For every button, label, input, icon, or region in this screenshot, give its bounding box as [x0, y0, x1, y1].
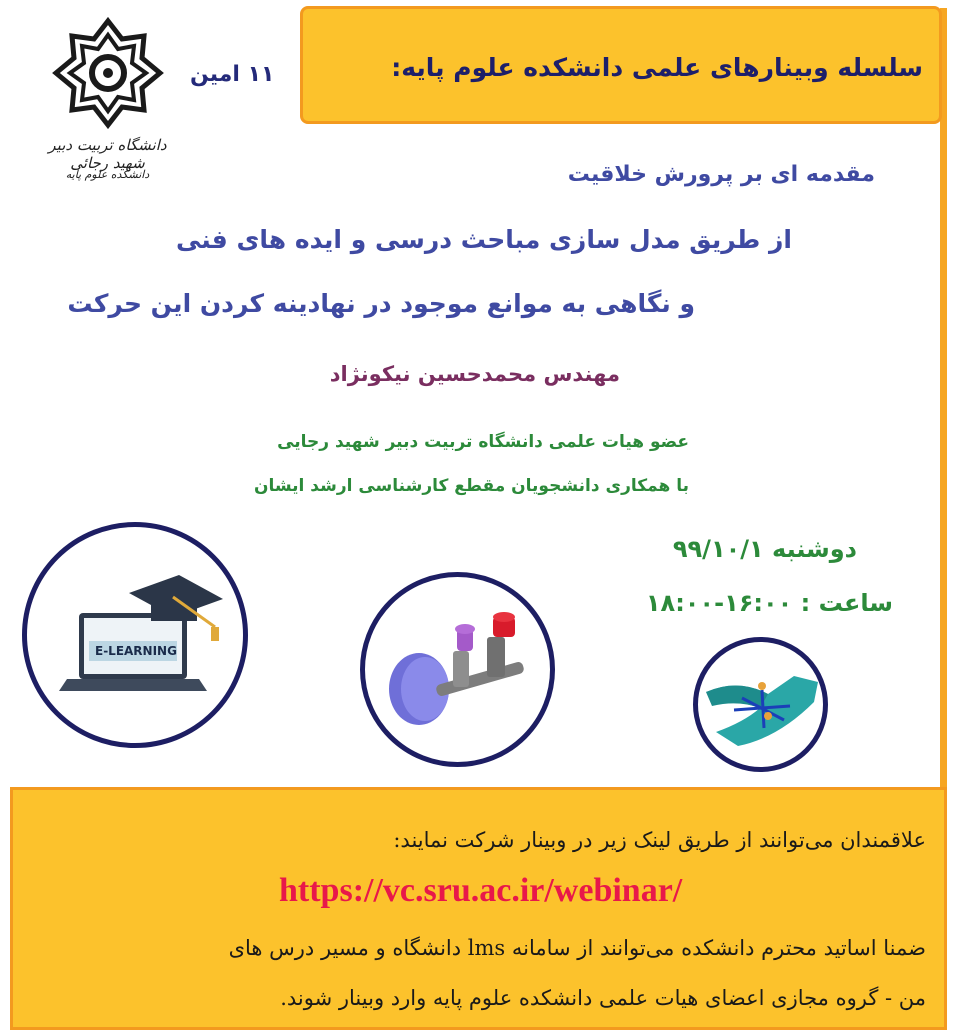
presenter-name: مهندس محمدحسین نیکونژاد — [329, 362, 620, 386]
e-learning-label: E-LEARNING — [95, 644, 177, 658]
mechanism-model-icon — [698, 642, 823, 767]
university-star-logo-icon — [48, 16, 168, 131]
crankshaft-image — [360, 572, 555, 767]
event-date: دوشنبه ۹۹/۱۰/۱ — [672, 535, 857, 563]
collaboration-note: با همکاری دانشجویان مقطع کارشناسی ارشد ایشان — [253, 476, 689, 496]
footer-note-line-2: من - گروه مجازی اعضای هیات علمی دانشکده علوم پایه وارد وبینار شوند. — [280, 986, 926, 1010]
crankshaft-model-icon — [365, 577, 550, 762]
edition-number: ۱۱ امین — [190, 62, 275, 87]
topic-line-1: مقدمه ای بر پرورش خلاقیت — [567, 162, 875, 187]
frame-right-border — [940, 8, 947, 788]
event-time: ساعت : ۱۶:۰۰-۱۸:۰۰ — [645, 589, 893, 617]
footer-intro: علاقمندان می‌توانند از طریق لینک زیر در وبینار شرکت نمایند: — [393, 828, 926, 852]
faculty-name: دانشکده علوم پایه — [65, 168, 150, 181]
e-learning-laptop-icon — [27, 527, 243, 743]
footer-banner — [10, 787, 947, 1030]
university-logo — [40, 16, 175, 196]
header-title: سلسله وبینارهای علمی دانشکده علوم پایه: — [391, 53, 923, 82]
topic-line-2: از طریق مدل سازی مباحث درسی و ایده های فنی — [175, 225, 792, 254]
university-name: دانشگاه تربیت دبیر شهید رجائی — [48, 136, 167, 172]
header-banner — [300, 6, 942, 124]
e-learning-image — [22, 522, 248, 748]
footer-note-line-1: ضمنا اساتید محترم دانشکده می‌توانند از سامانه lms دانشگاه و مسیر درس های — [228, 936, 926, 960]
mechanism-image — [693, 637, 828, 772]
webinar-link[interactable]: https://vc.sru.ac.ir/webinar/ — [279, 872, 683, 909]
presenter-affiliation: عضو هیات علمی دانشگاه تربیت دبیر شهید رجایی — [277, 432, 689, 452]
topic-line-3: و نگاهی به موانع موجود در نهادینه کردن این حرکت — [67, 289, 695, 318]
